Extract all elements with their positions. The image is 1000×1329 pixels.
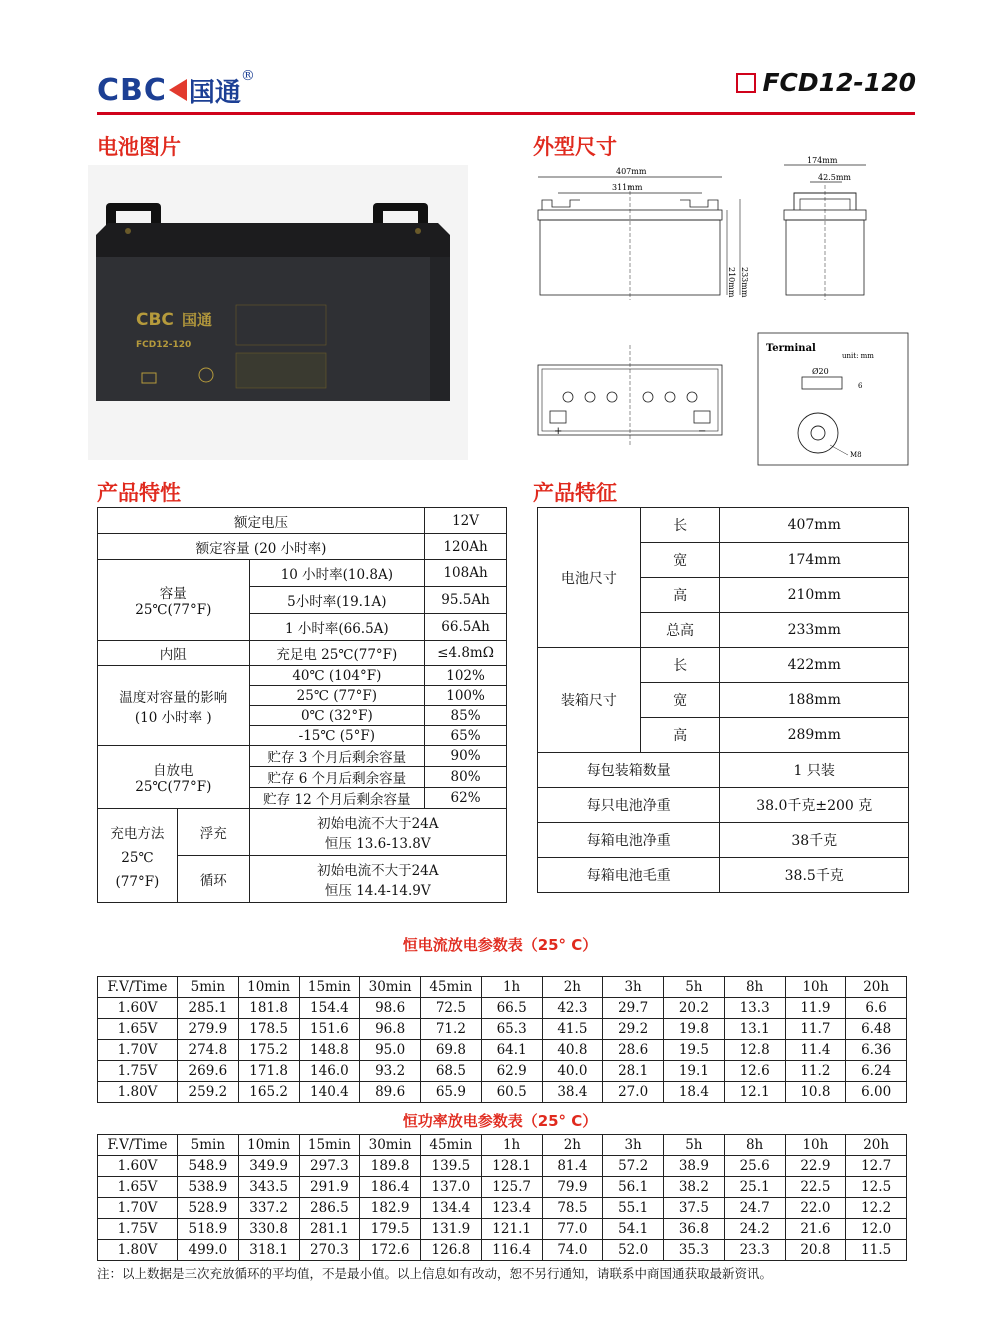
dim-handle: 42.5mm — [818, 173, 851, 182]
table-cell: 93.2 — [360, 1061, 421, 1082]
capacity-rate: 1 小时率(66.5A) — [249, 614, 425, 641]
self-discharge-value: 80% — [425, 767, 507, 788]
terminal-minus-sign: − — [698, 426, 707, 437]
temp-value: 85% — [425, 706, 507, 726]
table-cell: 27.0 — [603, 1082, 664, 1103]
checkbox-square-icon — [736, 73, 756, 93]
table-cell: 126.8 — [421, 1240, 482, 1261]
table-cell: 125.7 — [481, 1177, 542, 1198]
table-cell: 330.8 — [238, 1219, 299, 1240]
internal-resistance-label: 内阻 — [98, 641, 250, 666]
brand-logo — [97, 70, 255, 110]
battery-size-value: 210mm — [720, 578, 909, 613]
table-cell: 12.0 — [846, 1219, 907, 1240]
battery-size-label: 电池尺寸 — [538, 508, 641, 648]
table-cell: 186.4 — [360, 1177, 421, 1198]
photo-logo-text: CBC — [136, 310, 174, 330]
table-cell: 178.5 — [238, 1019, 299, 1040]
table-cell: 349.9 — [238, 1156, 299, 1177]
table-cell: 40.8 — [542, 1040, 603, 1061]
table-cell: 337.2 — [238, 1198, 299, 1219]
self-discharge-label — [98, 746, 250, 809]
dim-length-total: 407mm — [616, 167, 647, 176]
table-cell: 69.8 — [421, 1040, 482, 1061]
feature-value: 38千克 — [720, 823, 909, 858]
table-cell: 42.3 — [542, 998, 603, 1019]
table-cell: 139.5 — [421, 1156, 482, 1177]
table-row — [98, 1156, 907, 1177]
self-discharge-value: 90% — [425, 746, 507, 767]
terminal-title: Terminal — [766, 343, 816, 354]
table-cell: 95.0 — [360, 1040, 421, 1061]
table-cell: 181.8 — [238, 998, 299, 1019]
table-cell: 25.6 — [724, 1156, 785, 1177]
temp-effect-label — [98, 666, 250, 746]
table-row — [98, 1198, 907, 1219]
table-cell: 291.9 — [299, 1177, 360, 1198]
power-discharge-table — [97, 1134, 907, 1261]
terminal-diameter: Ø20 — [812, 367, 829, 376]
table-row — [98, 1219, 907, 1240]
temp-effect-label-line2: (10 小时率 ) — [134, 709, 212, 726]
float-charge-spec — [249, 809, 506, 856]
table-cell: 279.9 — [178, 1019, 239, 1040]
table-cell: 6.36 — [846, 1040, 907, 1061]
table-cell: 12.2 — [846, 1198, 907, 1219]
table-cell: 318.1 — [238, 1240, 299, 1261]
table-cell: 12.1 — [724, 1082, 785, 1103]
table-cell: 182.9 — [360, 1198, 421, 1219]
table-cell: 19.8 — [664, 1019, 725, 1040]
terminal-plus-sign: + — [554, 426, 563, 437]
table-cell: 29.2 — [603, 1019, 664, 1040]
column-header: 10h — [785, 977, 846, 998]
table-cell: 64.1 — [481, 1040, 542, 1061]
table-cell: 146.0 — [299, 1061, 360, 1082]
terminal-bolt: M8 — [850, 451, 862, 459]
table-cell: 77.0 — [542, 1219, 603, 1240]
internal-resistance-value: ≤4.8mΩ — [425, 641, 507, 666]
terminal-depth: 6 — [858, 382, 863, 390]
row-header-cell: 1.80V — [98, 1240, 178, 1261]
table-row — [98, 508, 507, 534]
header-divider — [97, 112, 915, 115]
temp-value: 100% — [425, 686, 507, 706]
table-cell: 89.6 — [360, 1082, 421, 1103]
section-title-photo: 电池图片 — [97, 135, 181, 159]
dim-width: 174mm — [807, 156, 838, 165]
table-cell: 21.6 — [785, 1219, 846, 1240]
table-row — [538, 508, 909, 543]
box-size-value: 289mm — [720, 718, 909, 753]
table-row — [538, 753, 909, 788]
row-header-cell: 1.65V — [98, 1177, 178, 1198]
row-header-cell: 1.70V — [98, 1198, 178, 1219]
internal-resistance-condition: 充足电 25℃(77°F) — [249, 641, 425, 666]
capacity-label-line1: 容量 — [159, 586, 187, 602]
table-row — [538, 648, 909, 683]
terminal-unit: unit: mm — [842, 352, 874, 360]
table-cell: 66.5 — [481, 998, 542, 1019]
capacity-label — [98, 560, 250, 641]
current-discharge-table — [97, 976, 907, 1103]
power-table-title: 恒功率放电参数表（25° C） — [402, 1112, 598, 1130]
column-header: 15min — [299, 1135, 360, 1156]
row-header-cell: 1.80V — [98, 1082, 178, 1103]
table-cell: 343.5 — [238, 1177, 299, 1198]
battery-size-key: 宽 — [640, 543, 720, 578]
table-cell: 37.5 — [664, 1198, 725, 1219]
table-cell: 6.00 — [846, 1082, 907, 1103]
table-cell: 22.0 — [785, 1198, 846, 1219]
table-row — [98, 1082, 907, 1103]
charge-method-label — [98, 809, 178, 903]
table-row — [538, 823, 909, 858]
table-cell: 74.0 — [542, 1240, 603, 1261]
battery-photo — [88, 165, 468, 460]
dim-height: 210mm — [727, 267, 736, 298]
box-size-key: 高 — [640, 718, 720, 753]
table-cell: 6.48 — [846, 1019, 907, 1040]
table-cell: 56.1 — [603, 1177, 664, 1198]
table-cell: 148.8 — [299, 1040, 360, 1061]
table-row — [98, 1177, 907, 1198]
temp-effect-label-line1: 温度对容量的影响 — [119, 689, 228, 706]
self-discharge-condition: 贮存 12 个月后剩余容量 — [249, 788, 425, 809]
feature-key: 每包装箱数量 — [538, 753, 720, 788]
table-row — [98, 746, 507, 767]
table-header-row — [98, 977, 907, 998]
table-cell: 38.9 — [664, 1156, 725, 1177]
table-cell: 171.8 — [238, 1061, 299, 1082]
table-row — [98, 1019, 907, 1040]
table-cell: 6.6 — [846, 998, 907, 1019]
table-cell: 11.5 — [846, 1240, 907, 1261]
capacity-value: 66.5Ah — [425, 614, 507, 641]
self-discharge-label-line2: 25℃(77°F) — [135, 779, 212, 795]
column-header: 8h — [724, 977, 785, 998]
table-cell: 140.4 — [299, 1082, 360, 1103]
box-size-key: 长 — [640, 648, 720, 683]
column-header: 45min — [421, 1135, 482, 1156]
column-header: 20h — [846, 1135, 907, 1156]
table-cell: 172.6 — [360, 1240, 421, 1261]
table-cell: 20.8 — [785, 1240, 846, 1261]
dimension-drawing — [530, 155, 910, 475]
temp-value: 102% — [425, 666, 507, 686]
table-cell: 23.3 — [724, 1240, 785, 1261]
column-header: 10min — [238, 977, 299, 998]
table-cell: 269.6 — [178, 1061, 239, 1082]
column-header: 3h — [603, 1135, 664, 1156]
model-header — [736, 68, 916, 97]
cycle-charge-spec — [249, 856, 506, 903]
table-cell: 12.7 — [846, 1156, 907, 1177]
table-cell: 72.5 — [421, 998, 482, 1019]
brand-triangle-icon — [169, 79, 187, 101]
table-cell: 78.5 — [542, 1198, 603, 1219]
table-cell: 259.2 — [178, 1082, 239, 1103]
capacity-rate: 5小时率(19.1A) — [249, 587, 425, 614]
registered-mark: ® — [240, 68, 255, 84]
rated-capacity-label: 额定容量 (20 小时率) — [98, 534, 425, 560]
float-charge-line2: 恒压 13.6-13.8V — [324, 836, 431, 852]
column-header: 5min — [178, 1135, 239, 1156]
self-discharge-label-line1: 自放电 — [153, 763, 194, 779]
table-cell: 134.4 — [421, 1198, 482, 1219]
table-cell: 24.2 — [724, 1219, 785, 1240]
rated-capacity-value: 120Ah — [425, 534, 507, 560]
battery-size-value: 407mm — [720, 508, 909, 543]
table-cell: 71.2 — [421, 1019, 482, 1040]
table-cell: 297.3 — [299, 1156, 360, 1177]
footnote: 注：以上数据是三次充放循环的平均值，不是最小值。以上信息如有改动，恕不另行通知，请联系中商国通获取最新资讯。 — [97, 1266, 773, 1281]
table-cell: 6.24 — [846, 1061, 907, 1082]
table-cell: 29.7 — [603, 998, 664, 1019]
battery-size-key: 总高 — [640, 613, 720, 648]
brand-latin: CBC — [97, 72, 167, 108]
table-cell: 285.1 — [178, 998, 239, 1019]
column-header: 10h — [785, 1135, 846, 1156]
feature-value: 38.0千克±200 克 — [720, 788, 909, 823]
section-title-dimension: 外型尺寸 — [533, 135, 617, 159]
table-cell: 96.8 — [360, 1019, 421, 1040]
table-cell: 270.3 — [299, 1240, 360, 1261]
table-cell: 175.2 — [238, 1040, 299, 1061]
column-header: 1h — [481, 1135, 542, 1156]
table-cell: 38.4 — [542, 1082, 603, 1103]
temp-value: 65% — [425, 726, 507, 746]
section-title-properties: 产品特性 — [97, 481, 181, 505]
table-cell: 10.8 — [785, 1082, 846, 1103]
column-header: 3h — [603, 977, 664, 998]
column-header: 15min — [299, 977, 360, 998]
table-cell: 40.0 — [542, 1061, 603, 1082]
properties-table — [97, 507, 507, 903]
table-cell: 65.3 — [481, 1019, 542, 1040]
battery-size-key: 长 — [640, 508, 720, 543]
row-header-cell: 1.70V — [98, 1040, 178, 1061]
brand-chinese: 国通 — [188, 77, 241, 108]
column-header: 2h — [542, 977, 603, 998]
table-cell: 54.1 — [603, 1219, 664, 1240]
table-cell: 35.3 — [664, 1240, 725, 1261]
table-cell: 151.6 — [299, 1019, 360, 1040]
dim-total-height: 233mm — [740, 267, 749, 298]
table-cell: 13.3 — [724, 998, 785, 1019]
battery-size-value: 174mm — [720, 543, 909, 578]
table-cell: 11.7 — [785, 1019, 846, 1040]
temp-condition: -15℃ (5°F) — [249, 726, 425, 746]
table-cell: 499.0 — [178, 1240, 239, 1261]
table-row — [98, 998, 907, 1019]
column-header: 30min — [360, 1135, 421, 1156]
table-cell: 123.4 — [481, 1198, 542, 1219]
column-header: 30min — [360, 977, 421, 998]
table-cell: 116.4 — [481, 1240, 542, 1261]
feature-key: 每箱电池毛重 — [538, 858, 720, 893]
table-row — [98, 534, 507, 560]
float-charge-label: 浮充 — [177, 809, 249, 856]
table-cell: 22.9 — [785, 1156, 846, 1177]
row-header-cell: 1.60V — [98, 998, 178, 1019]
rated-voltage-value: 12V — [425, 508, 507, 534]
row-header-cell: 1.75V — [98, 1061, 178, 1082]
table-cell: 154.4 — [299, 998, 360, 1019]
table-cell: 12.6 — [724, 1061, 785, 1082]
column-header: 5h — [664, 1135, 725, 1156]
photo-logo-cn: 国通 — [182, 311, 213, 329]
column-header: 20h — [846, 977, 907, 998]
table-cell: 12.5 — [846, 1177, 907, 1198]
table-cell: 281.1 — [299, 1219, 360, 1240]
table-cell: 165.2 — [238, 1082, 299, 1103]
model-number: FCD12-120 — [762, 68, 916, 97]
column-header: 10min — [238, 1135, 299, 1156]
battery-size-key: 高 — [640, 578, 720, 613]
self-discharge-value: 62% — [425, 788, 507, 809]
charge-label-line3: (77°F) — [115, 873, 160, 890]
table-cell: 179.5 — [360, 1219, 421, 1240]
feature-value: 38.5千克 — [720, 858, 909, 893]
table-cell: 274.8 — [178, 1040, 239, 1061]
table-cell: 518.9 — [178, 1219, 239, 1240]
table-cell: 79.9 — [542, 1177, 603, 1198]
table-cell: 137.0 — [421, 1177, 482, 1198]
feature-key: 每只电池净重 — [538, 788, 720, 823]
column-header: F.V/Time — [98, 1135, 178, 1156]
box-size-value: 188mm — [720, 683, 909, 718]
side-view — [784, 156, 866, 300]
table-cell: 60.5 — [481, 1082, 542, 1103]
capacity-label-line2: 25℃(77°F) — [135, 602, 212, 618]
photo-model-text: FCD12-120 — [136, 340, 192, 350]
row-header-cell: 1.75V — [98, 1219, 178, 1240]
column-header: 45min — [421, 977, 482, 998]
temp-condition: 0℃ (32°F) — [249, 706, 425, 726]
table-row — [98, 560, 507, 587]
table-cell: 36.8 — [664, 1219, 725, 1240]
table-row — [98, 1240, 907, 1261]
table-row — [98, 641, 507, 666]
capacity-value: 95.5Ah — [425, 587, 507, 614]
table-cell: 11.9 — [785, 998, 846, 1019]
section-title-features: 产品特征 — [533, 481, 617, 505]
table-cell: 38.2 — [664, 1177, 725, 1198]
charge-label-line2: 25℃ — [121, 849, 154, 866]
table-cell: 28.1 — [603, 1061, 664, 1082]
column-header: F.V/Time — [98, 977, 178, 998]
table-cell: 11.2 — [785, 1061, 846, 1082]
feature-value: 1 只装 — [720, 753, 909, 788]
table-cell: 13.1 — [724, 1019, 785, 1040]
table-row — [98, 1061, 907, 1082]
charge-label-line1: 充电方法 — [110, 825, 165, 842]
table-cell: 24.7 — [724, 1198, 785, 1219]
front-view — [538, 167, 749, 300]
features-table — [537, 507, 909, 893]
table-row — [538, 788, 909, 823]
temp-condition: 25℃ (77°F) — [249, 686, 425, 706]
box-size-key: 宽 — [640, 683, 720, 718]
table-row — [538, 858, 909, 893]
dim-length-inner: 311mm — [612, 183, 643, 192]
row-header-cell: 1.60V — [98, 1156, 178, 1177]
table-cell: 81.4 — [542, 1156, 603, 1177]
column-header: 8h — [724, 1135, 785, 1156]
table-row — [98, 809, 507, 856]
cycle-charge-line2: 恒压 14.4-14.9V — [324, 883, 431, 899]
table-cell: 20.2 — [664, 998, 725, 1019]
battery-size-value: 233mm — [720, 613, 909, 648]
table-cell: 25.1 — [724, 1177, 785, 1198]
table-cell: 65.9 — [421, 1082, 482, 1103]
table-cell: 52.0 — [603, 1240, 664, 1261]
float-charge-line1: 初始电流不大于24A — [317, 816, 439, 832]
capacity-value: 108Ah — [425, 560, 507, 587]
table-cell: 18.4 — [664, 1082, 725, 1103]
table-cell: 121.1 — [481, 1219, 542, 1240]
top-view — [538, 345, 722, 445]
capacity-rate: 10 小时率(10.8A) — [249, 560, 425, 587]
table-cell: 62.9 — [481, 1061, 542, 1082]
row-header-cell: 1.65V — [98, 1019, 178, 1040]
table-cell: 41.5 — [542, 1019, 603, 1040]
table-cell: 22.5 — [785, 1177, 846, 1198]
table-header-row — [98, 1135, 907, 1156]
table-cell: 28.6 — [603, 1040, 664, 1061]
self-discharge-condition: 贮存 3 个月后剩余容量 — [249, 746, 425, 767]
feature-key: 每箱电池净重 — [538, 823, 720, 858]
temp-condition: 40℃ (104°F) — [249, 666, 425, 686]
table-cell: 12.8 — [724, 1040, 785, 1061]
column-header: 5h — [664, 977, 725, 998]
table-cell: 19.5 — [664, 1040, 725, 1061]
column-header: 2h — [542, 1135, 603, 1156]
table-cell: 68.5 — [421, 1061, 482, 1082]
table-cell: 11.4 — [785, 1040, 846, 1061]
table-cell: 528.9 — [178, 1198, 239, 1219]
terminal-detail — [758, 333, 908, 465]
table-cell: 19.1 — [664, 1061, 725, 1082]
table-cell: 548.9 — [178, 1156, 239, 1177]
column-header: 5min — [178, 977, 239, 998]
box-size-label: 装箱尺寸 — [538, 648, 641, 753]
table-cell: 189.8 — [360, 1156, 421, 1177]
table-row — [98, 1040, 907, 1061]
rated-voltage-label: 额定电压 — [98, 508, 425, 534]
table-cell: 286.5 — [299, 1198, 360, 1219]
current-table-title: 恒电流放电参数表（25° C） — [402, 936, 598, 954]
column-header: 1h — [481, 977, 542, 998]
table-cell: 128.1 — [481, 1156, 542, 1177]
cycle-charge-line1: 初始电流不大于24A — [317, 863, 439, 879]
table-row — [98, 666, 507, 686]
table-cell: 131.9 — [421, 1219, 482, 1240]
cycle-charge-label: 循环 — [177, 856, 249, 903]
box-size-value: 422mm — [720, 648, 909, 683]
self-discharge-condition: 贮存 6 个月后剩余容量 — [249, 767, 425, 788]
table-cell: 538.9 — [178, 1177, 239, 1198]
table-cell: 98.6 — [360, 998, 421, 1019]
table-cell: 57.2 — [603, 1156, 664, 1177]
table-cell: 55.1 — [603, 1198, 664, 1219]
